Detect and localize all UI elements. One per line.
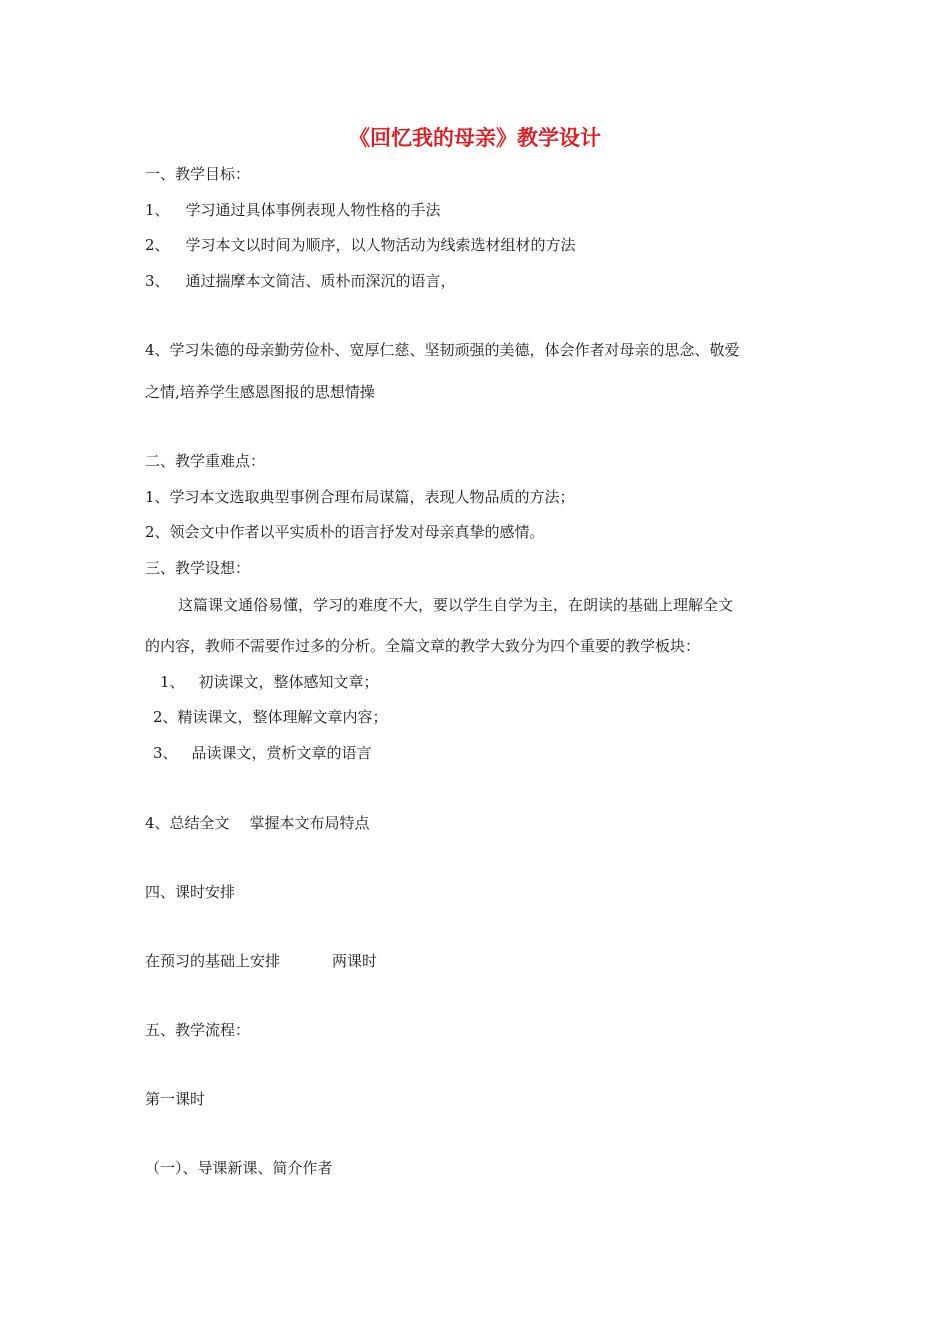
schedule-heading: 四、课时安排 xyxy=(145,883,236,901)
schedule-text-a: 在预习的基础上安排 xyxy=(145,952,281,970)
schedule-text-b: 两课时 xyxy=(332,952,378,970)
goal-text: 学习本文以时间为顺序，以人物活动为线索选材组材的方法 xyxy=(185,236,576,254)
teaching-idea-line-2: 的内容，教师不需要作过多的分析。全篇文章的教学大致分为四个重要的教学板块： xyxy=(145,637,701,655)
lesson-1-heading: 第一课时 xyxy=(145,1090,206,1108)
document-title: 《回忆我的母亲》教学设计 xyxy=(349,126,601,150)
goal-number: 1、 xyxy=(145,201,170,219)
teaching-block-3 xyxy=(153,743,372,763)
block-text-b: 掌握本文布局特点 xyxy=(249,814,370,832)
goal-text: 学习通过具体事例表现人物性格的手法 xyxy=(185,201,441,219)
key-point-2: 2、领会文中作者以平实质朴的语言抒发对母亲真挚的感情。 xyxy=(145,523,545,541)
goal-item-4-line-1: 4、学习朱德的母亲勤劳俭朴、宽厚仁慈、坚韧顽强的美德，体会作者对母亲的思念、敬爱 xyxy=(145,341,740,359)
block-text-a: 4、总结全文 xyxy=(145,814,230,832)
key-points-heading: 二、教学重难点： xyxy=(145,452,266,470)
teaching-idea-heading: 三、教学设想： xyxy=(145,559,251,577)
block-text: 品读课文，赏析文章的语言 xyxy=(191,744,372,762)
goals-heading: 一、教学目标： xyxy=(145,165,251,183)
block-text: 初读课文，整体感知文章； xyxy=(198,673,379,691)
teaching-block-2: 2、精读课文，整体理解文章内容； xyxy=(153,708,388,726)
goal-item-3 xyxy=(145,271,456,291)
key-point-1: 1、学习本文选取典型事例合理布局谋篇，表现人物品质的方法； xyxy=(145,488,575,506)
teaching-block-4 xyxy=(145,813,370,833)
goal-text: 通过揣摩本文简洁、质朴而深沉的语言， xyxy=(185,272,456,290)
goal-number: 2、 xyxy=(145,236,170,254)
teaching-block-1 xyxy=(160,672,379,692)
goal-item-1 xyxy=(145,200,441,220)
goal-number: 3、 xyxy=(145,272,170,290)
step-1-heading: （一）、导课新课、简介作者 xyxy=(145,1159,333,1177)
goal-item-2 xyxy=(145,235,576,255)
block-number: 3、 xyxy=(153,744,178,762)
teaching-idea-line-1: 这篇课文通俗易懂，学习的难度不大，要以学生自学为主，在朗读的基础上理解全文 xyxy=(178,596,734,614)
block-number: 1、 xyxy=(160,673,185,691)
flow-heading: 五、教学流程： xyxy=(145,1021,251,1039)
schedule-text xyxy=(145,951,377,971)
goal-item-4-line-2: 之情,培养学生感恩图报的思想情操 xyxy=(145,383,375,401)
